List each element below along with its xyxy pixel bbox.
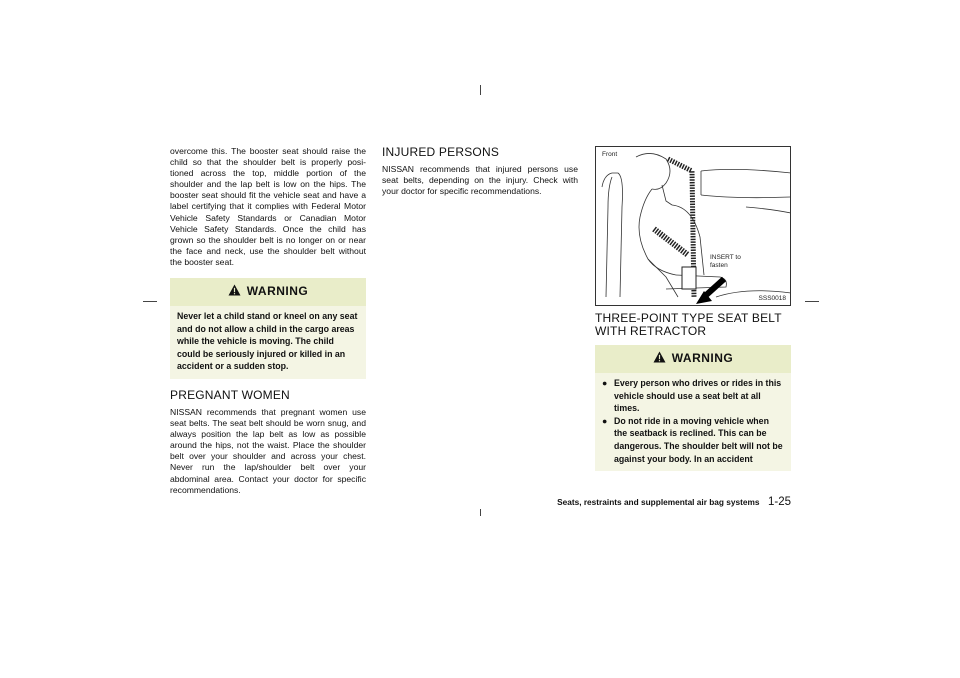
crop-mark-bottom — [480, 509, 481, 516]
warning-bullet — [602, 415, 784, 465]
warning-header — [170, 278, 366, 306]
warning-title: WARNING — [671, 351, 734, 366]
injured-persons-heading: INJURED PERSONS — [382, 145, 500, 159]
pregnant-women-text: NISSAN recommends that pregnant women use seat belts. The seat belt should be worn snug, and always position the lap belt as low as possible around the hips, not the waist. Place the shoulder belt over your shoulder and across your chest. Never run the lap/shoulder belt over your abdominal area. Contact your doctor for specific recommendations. — [170, 407, 366, 495]
page-footer — [519, 492, 791, 510]
bullet-icon: ● — [602, 378, 608, 388]
pregnant-women-heading: PREGNANT WOMEN — [170, 388, 290, 402]
warning-triangle-icon — [653, 351, 666, 366]
warning-bullet-text: Every person who drives or rides in this vehicle should use a seat belt at all times. — [614, 378, 782, 414]
bullet-icon: ● — [602, 415, 608, 426]
footer-section-label: Seats, restraints and supplemental air bag systems — [557, 497, 760, 507]
figure-label-front: Front — [602, 151, 618, 158]
column-right — [595, 312, 791, 479]
three-point-belt-heading-line2: WITH RETRACTOR — [595, 324, 707, 338]
warning-bullet — [602, 377, 784, 415]
warning-header — [595, 345, 791, 373]
warning-title: WARNING — [246, 284, 309, 299]
crop-mark-top — [480, 85, 481, 95]
crop-mark-left — [143, 301, 157, 302]
three-point-belt-heading — [595, 312, 791, 338]
warning-triangle-icon — [228, 284, 241, 299]
column-left — [170, 146, 366, 496]
injured-persons-text: NISSAN recommends that injured persons use seat belts, depending on the injury. Check with your doctor for specific recommendations. — [382, 164, 578, 197]
page-number: 1-25 — [767, 496, 791, 508]
child-warning-box — [170, 278, 366, 379]
figure-label-insert-line2: fasten — [710, 262, 728, 269]
figure-label-insert-line1: INSERT to — [710, 254, 741, 261]
seat-belt-illustration — [595, 146, 791, 306]
warning-bullet-list — [595, 373, 791, 471]
belt-warning-box — [595, 345, 791, 471]
booster-seat-paragraph: overcome this. The booster seat should raise the child so that the shoulder belt is properly posi-tioned across the top, middle portion of the shoulder and the lap belt is low on the hips. The booster seat should fit the vehicle seat and have a label certifying that it complies with Federal Motor Vehicle Safety Standards or Canadian Motor Vehicle Safety Standards. Once the child has grown so the shoulder belt is no longer on or near the face and neck, use the shoulder belt without the booster seat. — [170, 146, 366, 267]
figure-code: SSS0018 — [758, 295, 786, 302]
warning-bullet-text: Do not ride in a moving vehicle when the seatback is reclined. This can be dangerous. The shoulder belt will not be against your body. In an accident — [614, 415, 783, 464]
figure-label-insert — [710, 254, 741, 270]
column-middle — [382, 146, 578, 197]
crop-mark-right — [805, 301, 819, 302]
warning-text: Never let a child stand or kneel on any seat and do not allow a child in the cargo areas while the vehicle is moving. The child could be seriously injured or killed in an accident or a sudden stop. — [170, 306, 366, 379]
three-point-belt-heading-line1: THREE-POINT TYPE SEAT BELT — [595, 311, 782, 325]
seat-belt-drawing — [596, 147, 791, 306]
